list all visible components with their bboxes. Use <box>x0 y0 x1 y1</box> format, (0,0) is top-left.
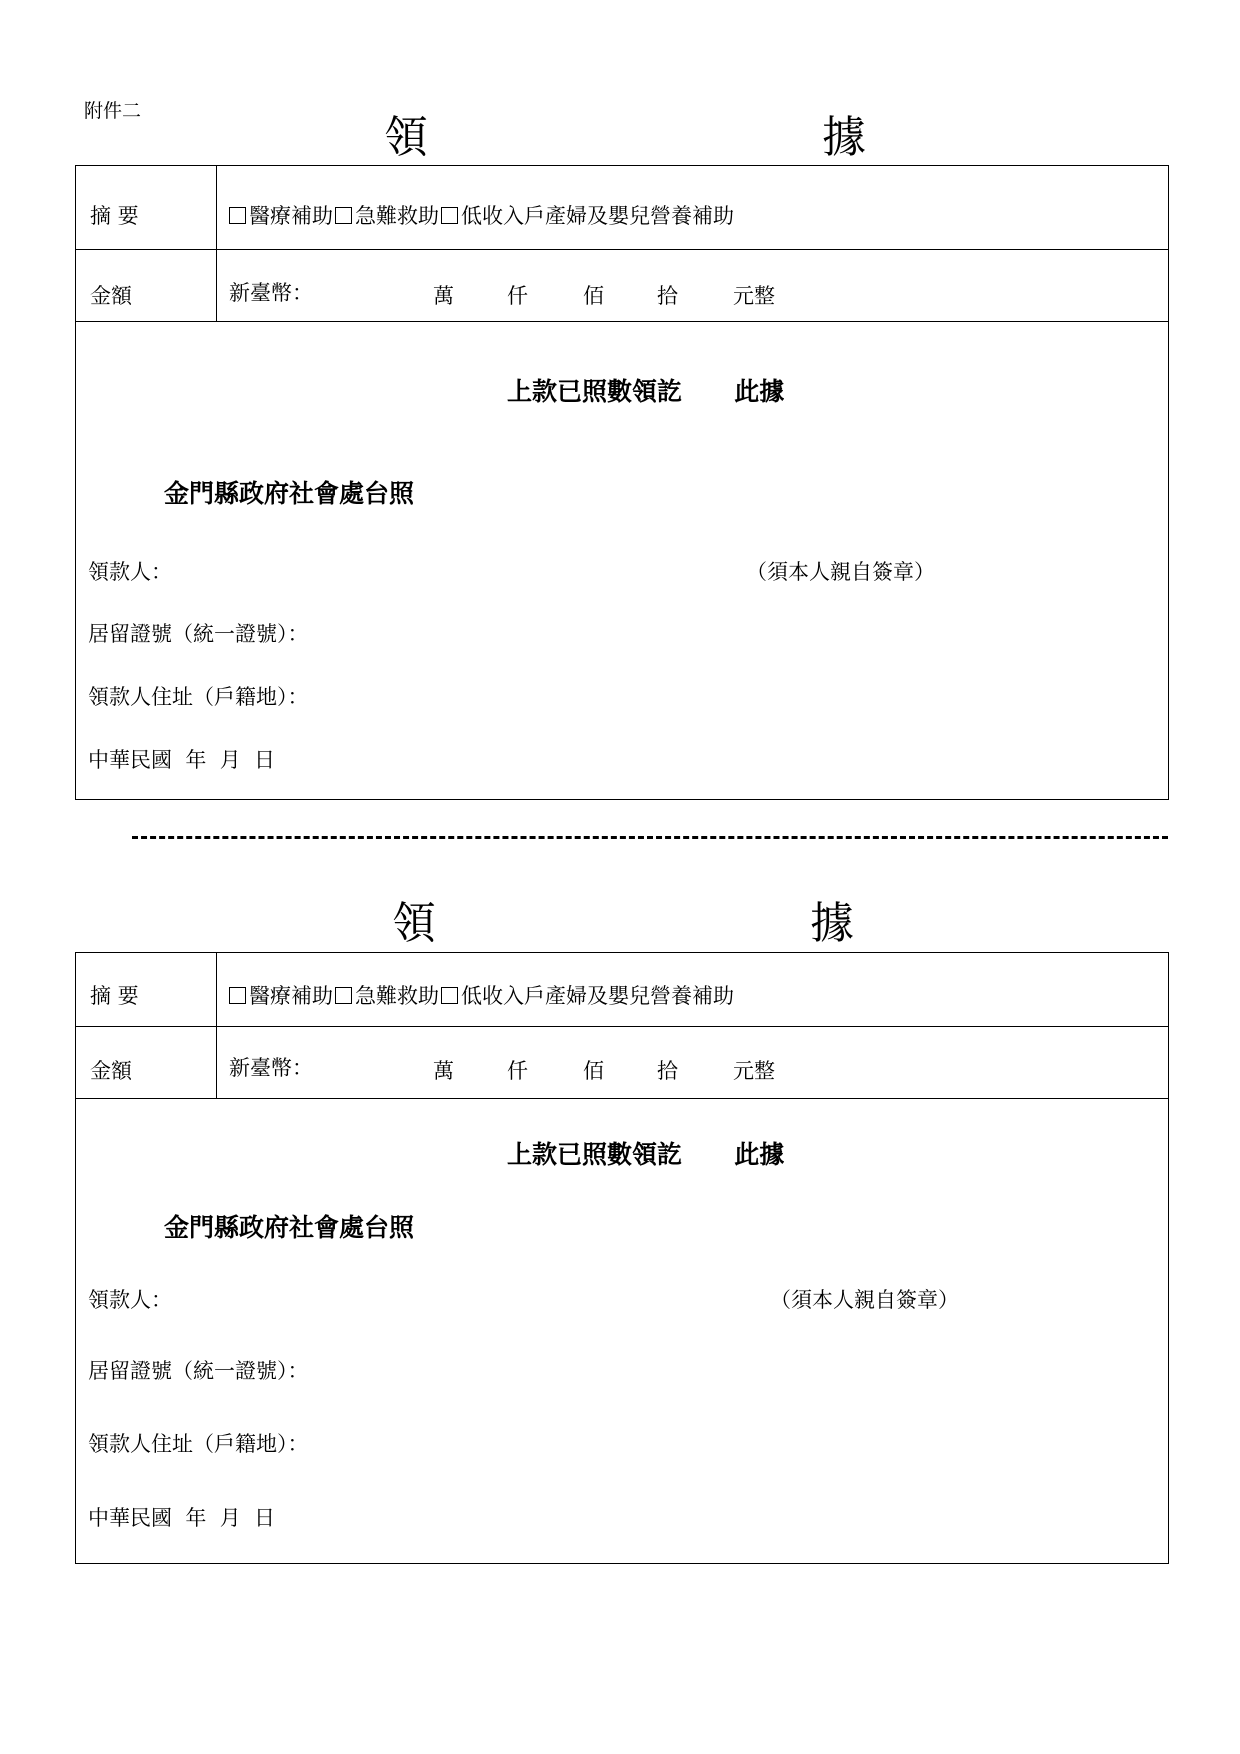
unit-wan: 萬 <box>433 284 454 308</box>
summary-row <box>76 166 1168 250</box>
column-divider <box>216 953 217 1099</box>
amount-label: 金額 <box>90 284 132 308</box>
date-label: 中華民國 年 月 日 <box>88 748 276 772</box>
title-char-right: 據 <box>822 112 866 163</box>
column-divider <box>216 166 217 322</box>
addressee: 金門縣政府社會處台照 <box>164 1213 415 1242</box>
option-medical-label: 醫療補助 <box>249 984 333 1008</box>
receipt-table <box>75 165 1169 800</box>
options-group <box>229 986 736 1007</box>
address-label: 領款人住址（戶籍地）： <box>88 1432 309 1456</box>
addressee: 金門縣政府社會處台照 <box>164 479 415 508</box>
amount-row <box>76 250 1168 322</box>
currency-label: 新臺幣： <box>229 281 313 305</box>
summary-label: 摘 要 <box>90 984 139 1008</box>
option-medical-label: 醫療補助 <box>249 204 333 228</box>
recipient-label: 領款人： <box>88 1288 172 1312</box>
unit-wan: 萬 <box>433 1059 454 1083</box>
checkbox-emergency[interactable] <box>335 207 352 224</box>
unit-shi: 拾 <box>657 1059 678 1083</box>
title-char-left: 領 <box>392 898 436 949</box>
receipt-statement: 上款已照數領訖 此據 <box>507 1140 785 1169</box>
signature-note: （須本人親自簽章） <box>770 1288 959 1312</box>
title-char-right: 據 <box>810 898 854 949</box>
option-maternal-infant-label: 低收入戶產婦及嬰兒營養補助 <box>461 204 734 228</box>
title-char-left: 領 <box>384 112 428 163</box>
unit-qian: 仟 <box>507 1059 528 1083</box>
option-emergency-label: 急難救助 <box>355 204 439 228</box>
checkbox-medical[interactable] <box>229 987 246 1004</box>
unit-bai: 佰 <box>583 284 604 308</box>
summary-row <box>76 953 1168 1027</box>
option-emergency-label: 急難救助 <box>355 984 439 1008</box>
checkbox-medical[interactable] <box>229 207 246 224</box>
options-group <box>229 206 736 227</box>
summary-label: 摘 要 <box>90 204 139 228</box>
receipt-statement: 上款已照數領訖 此據 <box>507 377 785 406</box>
option-maternal-infant-label: 低收入戶產婦及嬰兒營養補助 <box>461 984 734 1008</box>
address-label: 領款人住址（戶籍地）： <box>88 685 309 709</box>
date-label: 中華民國 年 月 日 <box>88 1506 276 1530</box>
attachment-label: 附件二 <box>84 100 142 122</box>
currency-label: 新臺幣： <box>229 1056 313 1080</box>
unit-yuan: 元整 <box>733 284 775 308</box>
amount-row <box>76 1027 1168 1099</box>
id-number-label: 居留證號（統一證號）： <box>88 622 309 646</box>
unit-bai: 佰 <box>583 1059 604 1083</box>
checkbox-maternal-infant[interactable] <box>441 207 458 224</box>
checkbox-maternal-infant[interactable] <box>441 987 458 1004</box>
recipient-label: 領款人： <box>88 560 172 584</box>
unit-yuan: 元整 <box>733 1059 775 1083</box>
cut-line <box>132 836 1168 839</box>
amount-label: 金額 <box>90 1059 132 1083</box>
unit-shi: 拾 <box>657 284 678 308</box>
unit-qian: 仟 <box>507 284 528 308</box>
id-number-label: 居留證號（統一證號）： <box>88 1359 309 1383</box>
receipt-table <box>75 952 1169 1564</box>
checkbox-emergency[interactable] <box>335 987 352 1004</box>
signature-note: （須本人親自簽章） <box>746 560 935 584</box>
